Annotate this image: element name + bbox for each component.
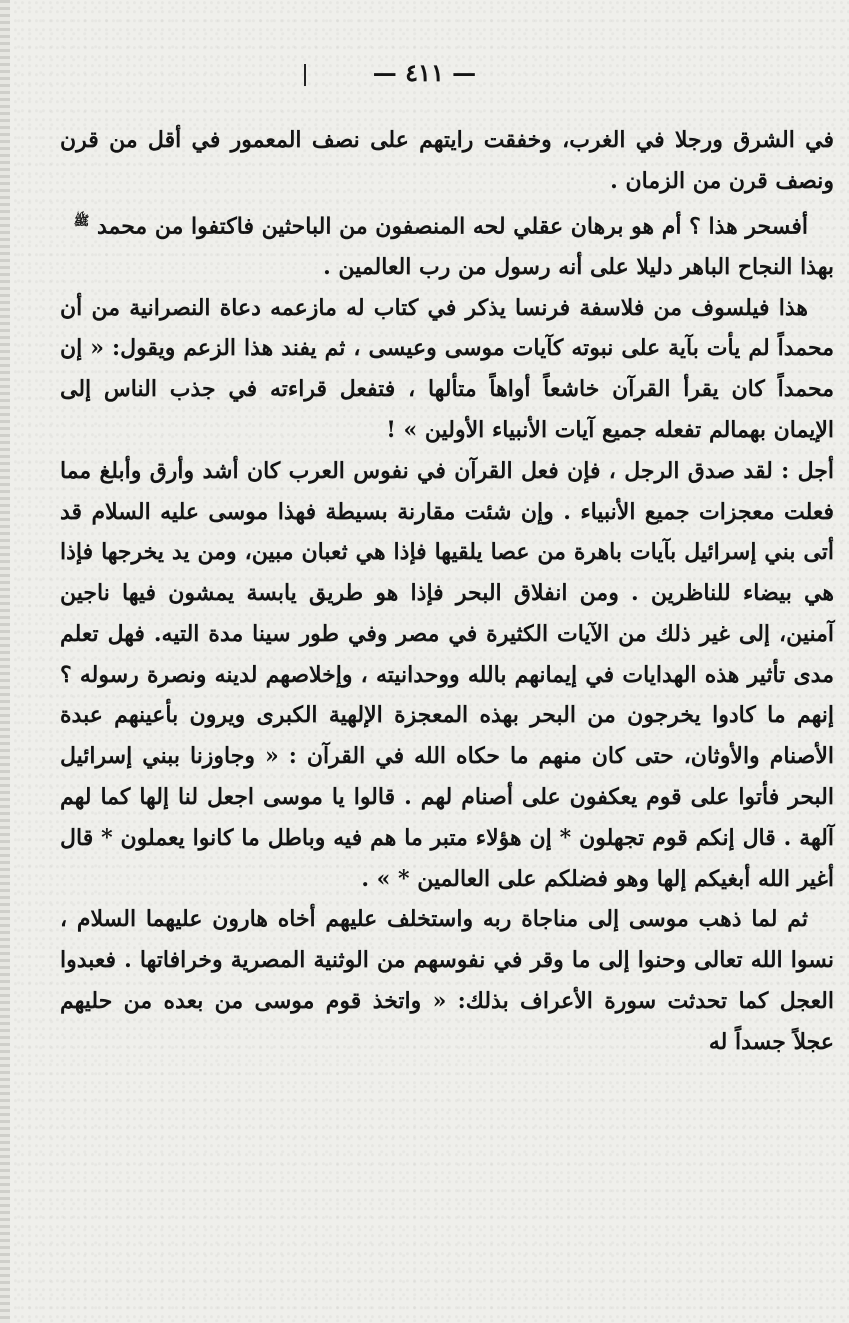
- paragraph-4: هذا فيلسوف من فلاسفة فرنسا يذكر في كتاب له مازعمه دعاة النصرانية من أن محمداً لم يأت بآية على نبوته كآيات موسى وعيسى ، ثم يفند هذا الزعم ويقول: « إن محمداً كان يقرأ القرآن خاشعاً أواهاً متألها ، فتفعل قراءته في جذب الناس إلى الإيمان بهمالم تفعله جميع آيات الأنبياء الأولين » !: [60, 294, 834, 443]
- page-number: — ٤١١ —: [372, 58, 477, 87]
- paragraph-5: أجل : لقد صدق الرجل ، فإن فعل القرآن في نفوس العرب كان أشد وأرق وأبلغ مما فعلت معجزات جميع الأنبياء . وإن شئت مقارنة بسيطة فهذا موسى عليه السلام قد أتى بني إسرائيل بآيات باهرة من عصا يلقيها فإذا هي ثعبان مبين، ومن يد يخرجها فإذا هي بيضاء للناظرين . ومن انفلاق البحر فإذا هو طريق يابسة يمشون فيها ناجين آمنين، إلى غير ذلك من الآيات الكثيرة في مصر وفي طور سينا مدة التيه. فهل تعلم مدى تأثير هذه الهدايات في إيمانهم بالله ووحدانيته ، وإخلاصهم لدينه ونصرة رسوله ؟ إنهم ما كادوا يخرجون من البحر بهذه المعجزة الإلهية الكبرى ويرون بأعينهم عبدة الأصنام والأوثان، حتى كان منهم ما حكاه الله في القرآن : « وجاوزنا ببني إسرائيل البحر فأتوا على قوم يعكفون على أصنام لهم . قالوا يا موسى اجعل لنا إلها كما لهم آلهة . قال إنكم قوم تجهلون * إن هؤلاء متبر ما هم فيه وباطل ما كانوا يعملون * قال أغير الله أبغيكم إلها وهو فضلكم على العالمين * » .: [60, 457, 834, 892]
- paragraph-2: [60, 202, 834, 247]
- page-edge-shadow: [0, 0, 10, 1323]
- paragraph-3: بهذا النجاح الباهر دليلا على أنه رسول من رب العالمين .: [323, 253, 834, 280]
- paragraph-2-text: أفسحر هذا ؟ أم هو برهان عقلي لحه المنصفون من الباحثين فاكتفوا من محمد: [96, 212, 808, 239]
- paragraph-1: في الشرق ورجلا في الغرب، وخفقت رايتهم على نصف المعمور في أقل من قرن ونصف قرن من الزمان .: [60, 127, 834, 194]
- body-text: [60, 120, 834, 1063]
- paragraph-6: ثم لما ذهب موسى إلى مناجاة ربه واستخلف عليهم أخاه هارون عليهما السلام ، نسوا الله تعالى وحنوا إلى ما وقر في نفوسهم من الوثنية المصرية وخرافاتها . فعبدوا العجل كما تحدثت سورة الأعراف بذلك: « واتخذ قوم موسى من بعده من حليهم عجلاً جسداً له: [60, 906, 834, 1055]
- honorific-mark: ﷺ: [73, 213, 90, 229]
